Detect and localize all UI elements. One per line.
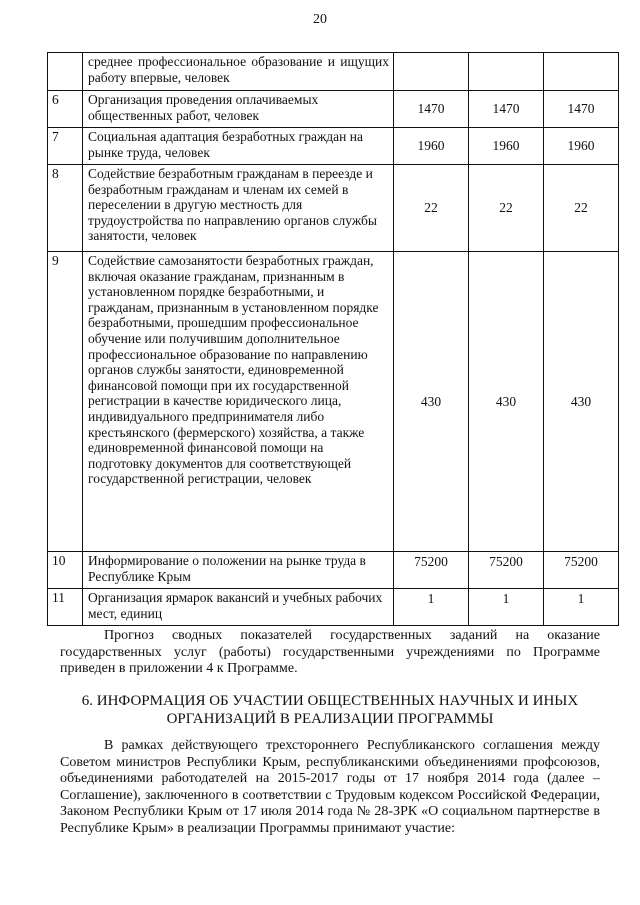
value-cell: 1960	[469, 128, 544, 165]
value-cell: 430	[469, 252, 544, 552]
row-description: Содействие самозанятости безработных граждан, включая оказание гражданам, признанным в установленном порядке безработными, и гражданам, признанным в установленном порядке безработными, прошедшим профессиональное обучение или получившим дополнительное профессиональное образование по направлению органов службы занятости, единовременной финансовой помощи при их государственной регистрации в качестве юридического лица, индивидуального предпринимателя либо крестьянского (фермерского) хозяйства, а также единовременной финансовой помощи на подготовку документов для соответствующей государственной регистрации, человек	[83, 252, 394, 552]
value-cell: 1	[394, 589, 469, 626]
value-cell: 1470	[544, 91, 619, 128]
value-cell: 1	[544, 589, 619, 626]
row-description: среднее профессиональное образование и ищущих работу впервые, человек	[83, 53, 394, 91]
row-description: Организация проведения оплачиваемых общественных работ, человек	[83, 91, 394, 128]
row-number: 6	[48, 91, 83, 128]
value-cell: 75200	[544, 552, 619, 589]
table-row	[48, 53, 619, 91]
value-cell: 1960	[394, 128, 469, 165]
value-cell: 430	[544, 252, 619, 552]
value-cell: 1470	[469, 91, 544, 128]
row-number: 8	[48, 165, 83, 252]
page-number: 20	[313, 12, 327, 27]
row-number: 9	[48, 252, 83, 552]
section-paragraph: В рамках действующего трехстороннего Республиканского соглашения между Советом министров Республики Крым, республиканскими объединениями профсоюзов, объединениями работодателей на 2015-2017 годы от 17 ноября 2014 года (далее – Соглашение), заключенного в соответствии с Трудовым кодексом Российской Федерации, Законом Республики Крым от 17 июля 2014 года № 28-ЗРК «О социальном партнерстве в Республике Крым» в реализации Программы принимают участие:	[60, 738, 600, 836]
value-cell: 75200	[394, 552, 469, 589]
row-number	[48, 53, 83, 91]
forecast-paragraph: Прогноз сводных показателей государственных заданий на оказание государственных услуг (работы) государственными учреждениями по Программе приведен в приложении 4 к Программе.	[60, 628, 600, 676]
value-cell	[469, 53, 544, 91]
value-cell: 430	[394, 252, 469, 552]
table-row	[48, 252, 619, 552]
table-row	[48, 552, 619, 589]
value-cell	[394, 53, 469, 91]
value-cell	[544, 53, 619, 91]
value-cell: 22	[394, 165, 469, 252]
row-number: 7	[48, 128, 83, 165]
row-description: Социальная адаптация безработных граждан на рынке труда, человек	[83, 128, 394, 165]
table-row	[48, 128, 619, 165]
row-number: 11	[48, 589, 83, 626]
indicators-table	[47, 52, 619, 626]
section-heading-line2: ОРГАНИЗАЦИЙ В РЕАЛИЗАЦИИ ПРОГРАММЫ	[166, 711, 494, 727]
table-row	[48, 91, 619, 128]
value-cell: 1470	[394, 91, 469, 128]
value-cell: 1	[469, 589, 544, 626]
table-row	[48, 589, 619, 626]
row-number: 10	[48, 552, 83, 589]
table-row	[48, 165, 619, 252]
value-cell: 1960	[544, 128, 619, 165]
value-cell: 75200	[469, 552, 544, 589]
row-description: Организация ярмарок вакансий и учебных рабочих мест, единиц	[83, 589, 394, 626]
value-cell: 22	[469, 165, 544, 252]
row-description: Содействие безработным гражданам в переезде и безработным гражданам и членам их семей в переселении в другую местность для трудоустройства по направлению органов службы занятости, человек	[83, 165, 394, 252]
row-description: Информирование о положении на рынке труда в Республике Крым	[83, 552, 394, 589]
value-cell: 22	[544, 165, 619, 252]
section-heading-line1: 6. ИНФОРМАЦИЯ ОБ УЧАСТИИ ОБЩЕСТВЕННЫХ НАУЧНЫХ И ИНЫХ	[81, 693, 579, 709]
